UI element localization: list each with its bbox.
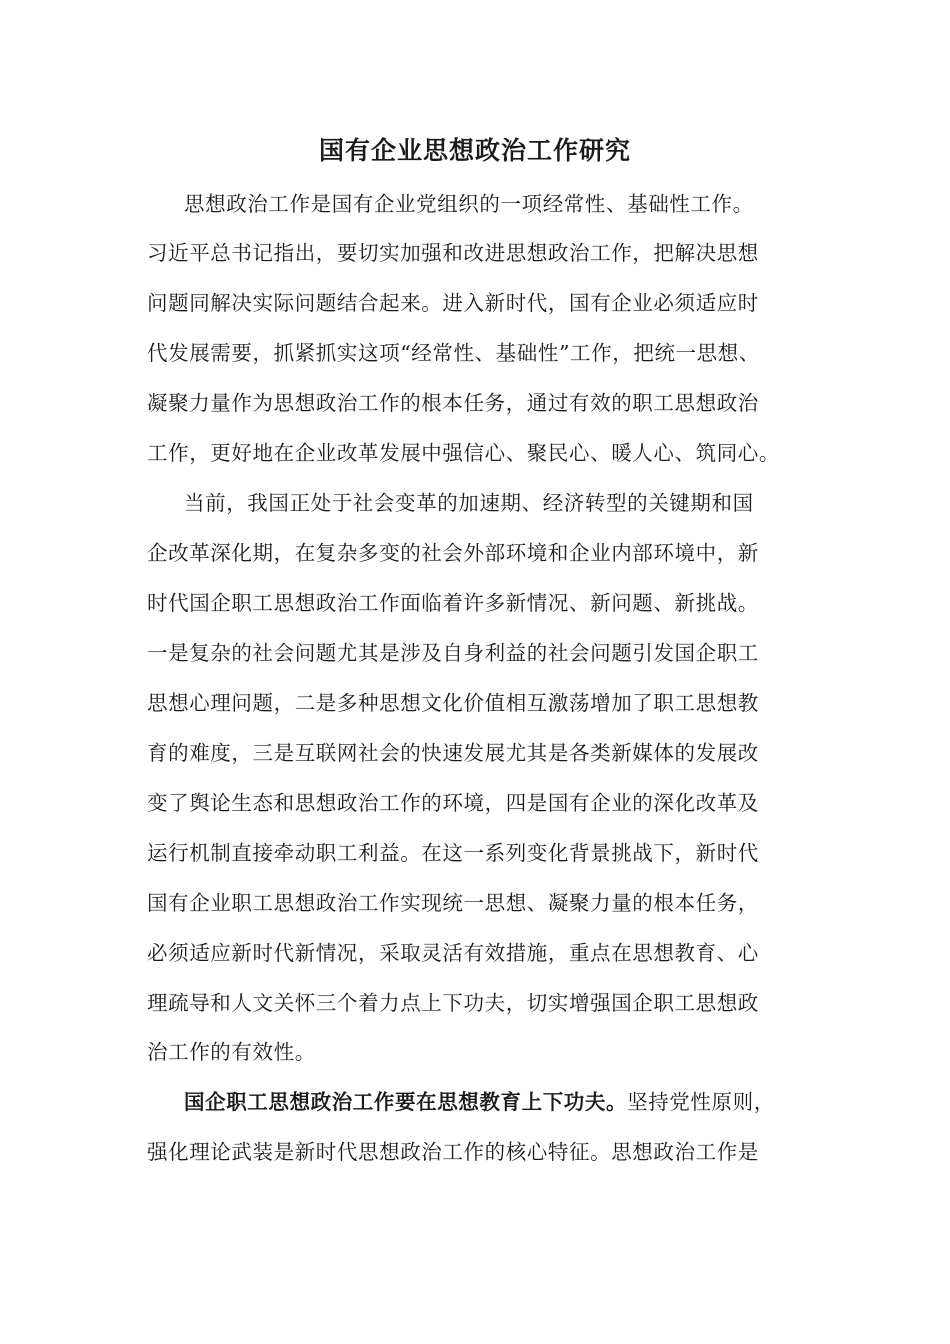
paragraph-2-line-12: 治工作的有效性。 bbox=[147, 1040, 316, 1064]
paragraph-3-line-1-rest: 坚持党性原则， bbox=[627, 1090, 775, 1114]
paragraph-1-line-4: 代发展需要，抓紧抓实这项“经常性、基础性”工作，把统一思想、 bbox=[147, 341, 760, 365]
paragraph-2-line-6: 育的难度，三是互联网社会的快速发展尤其是各类新媒体的发展改 bbox=[147, 741, 759, 765]
paragraph-3-line-1 bbox=[184, 1087, 775, 1117]
document-title: 国有企业思想政治工作研究 bbox=[318, 136, 631, 165]
paragraph-2-line-4: 一是复杂的社会问题尤其是涉及自身利益的社会问题引发国企职工 bbox=[147, 641, 759, 665]
paragraph-3-heading: 国企职工思想政治工作要在思想教育上下功夫。 bbox=[184, 1090, 628, 1114]
paragraph-2-line-3: 时代国企职工思想政治工作面临着许多新情况、新问题、新挑战。 bbox=[147, 591, 759, 615]
paragraph-2-line-8: 运行机制直接牵动职工利益。在这一系列变化背景挑战下，新时代 bbox=[147, 841, 759, 865]
paragraph-2-line-2: 企改革深化期，在复杂多变的社会外部环境和企业内部环境中，新 bbox=[147, 541, 759, 565]
paragraph-2-line-9: 国有企业职工思想政治工作实现统一思想、凝聚力量的根本任务， bbox=[147, 891, 759, 915]
paragraph-3-line-2: 强化理论武装是新时代思想政治工作的核心特征。思想政治工作是 bbox=[147, 1140, 759, 1164]
paragraph-1-line-2: 习近平总书记指出，要切实加强和改进思想政治工作，把解决思想 bbox=[147, 241, 759, 265]
paragraph-1-line-5: 凝聚力量作为思想政治工作的根本任务，通过有效的职工思想政治 bbox=[147, 391, 759, 415]
paragraph-2-line-1: 当前，我国正处于社会变革的加速期、经济转型的关键期和国 bbox=[184, 491, 754, 515]
paragraph-2-line-11: 理疏导和人文关怀三个着力点上下功夫，切实增强国企职工思想政 bbox=[147, 991, 759, 1015]
paragraph-1-line-6: 工作，更好地在企业改革发展中强信心、聚民心、暖人心、筑同心。 bbox=[147, 441, 780, 465]
paragraph-1-line-3: 问题同解决实际问题结合起来。进入新时代，国有企业必须适应时 bbox=[147, 291, 759, 315]
paragraph-2-line-5: 思想心理问题，二是多种思想文化价值相互激荡增加了职工思想教 bbox=[147, 691, 759, 715]
paragraph-2-line-7: 变了舆论生态和思想政治工作的环境，四是国有企业的深化改革及 bbox=[147, 791, 759, 815]
paragraph-2-line-10: 必须适应新时代新情况，采取灵活有效措施，重点在思想教育、心 bbox=[147, 941, 759, 965]
paragraph-1-line-1: 思想政治工作是国有企业党组织的一项经常性、基础性工作。 bbox=[184, 192, 754, 216]
